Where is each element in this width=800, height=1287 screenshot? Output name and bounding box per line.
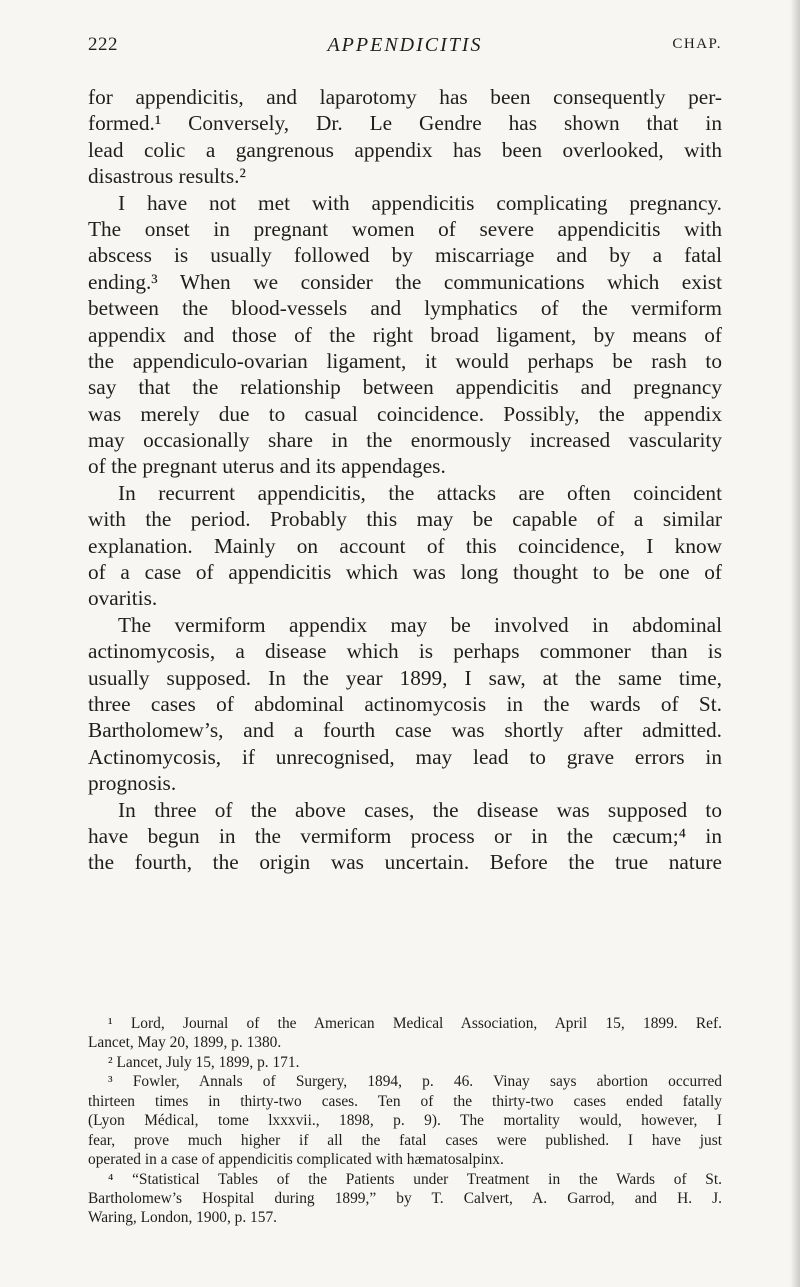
- footnote-line: fear, prove much higher if all the fatal cases were published. I have just: [88, 1131, 722, 1149]
- footnote-line: operated in a case of appendicitis complicated with hæmatosalpinx.: [88, 1151, 504, 1169]
- body-text: [88, 84, 722, 876]
- body-line: the fourth, the origin was uncertain. Before the true nature: [88, 850, 722, 875]
- body-line: abscess is usually followed by miscarriage and by a fatal: [88, 243, 722, 268]
- body-line: actinomycosis, a disease which is perhaps commoner than is: [88, 639, 722, 664]
- running-header: [88, 34, 722, 58]
- footnotes: [88, 1014, 722, 1228]
- footnote-line: ⁴ “Statistical Tables of the Patients under Treatment in the Wards of St.: [108, 1170, 722, 1188]
- body-line: say that the relationship between appendicitis and pregnancy: [88, 375, 722, 400]
- body-line: formed.¹ Conversely, Dr. Le Gendre has shown that in: [88, 111, 722, 136]
- footnote-line: thirteen times in thirty-two cases. Ten of the thirty-two cases ended fatally: [88, 1092, 722, 1110]
- footnote-line: Waring, London, 1900, p. 157.: [88, 1209, 277, 1227]
- body-line: three cases of abdominal actinomycosis in the wards of St.: [88, 691, 722, 716]
- body-line: of a case of appendicitis which was long thought to be one of: [88, 560, 722, 585]
- body-line: the appendiculo-ovarian ligament, it would perhaps be rash to: [88, 348, 722, 373]
- body-line: The onset in pregnant women of severe appendicitis with: [88, 216, 722, 241]
- body-line: may occasionally share in the enormously increased vascularity: [88, 428, 722, 453]
- body-line: prognosis.: [88, 771, 177, 796]
- running-title: APPENDICITIS: [327, 34, 483, 56]
- page-edge-shadow: [790, 0, 800, 1287]
- body-line: of the pregnant uterus and its appendages.: [88, 454, 446, 479]
- body-line: usually supposed. In the year 1899, I saw, at the same time,: [88, 665, 722, 690]
- body-line: Bartholomew’s, and a fourth case was shortly after admitted.: [88, 718, 722, 743]
- chapter-label: CHAP.: [672, 36, 722, 52]
- body-line: with the period. Probably this may be capable of a similar: [88, 507, 722, 532]
- body-line: appendix and those of the right broad ligament, by means of: [88, 322, 722, 347]
- body-line: explanation. Mainly on account of this coincidence, I know: [88, 533, 722, 558]
- body-line: Actinomycosis, if unrecognised, may lead to grave errors in: [88, 744, 722, 769]
- body-line: was merely due to casual coincidence. Possibly, the appendix: [88, 401, 722, 426]
- footnote-line: ² Lancet, July 15, 1899, p. 171.: [108, 1053, 300, 1071]
- footnote-line: Lancet, May 20, 1899, p. 1380.: [88, 1034, 282, 1052]
- body-line: ovaritis.: [88, 586, 158, 611]
- footnote-line: (Lyon Médical, tome lxxxvii., 1898, p. 9). The mortality would, however, I: [88, 1112, 722, 1130]
- body-line: for appendicitis, and laparotomy has been consequently per-: [88, 85, 722, 109]
- body-line: between the blood-vessels and lymphatics of the vermiform: [88, 296, 722, 321]
- body-line: have begun in the vermiform process or in the cæcum;⁴ in: [88, 823, 722, 848]
- body-line: I have not met with appendicitis complicating pregnancy.: [118, 190, 722, 215]
- footnote-line: ¹ Lord, Journal of the American Medical Association, April 15, 1899. Ref.: [108, 1015, 722, 1032]
- body-line: The vermiform appendix may be involved in abdominal: [118, 612, 722, 637]
- page-number: 222: [88, 34, 118, 55]
- body-line: In three of the above cases, the disease was supposed to: [118, 797, 722, 822]
- footnote-line: Bartholomew’s Hospital during 1899,” by T. Calvert, A. Garrod, and H. J.: [88, 1189, 722, 1207]
- body-line: ending.³ When we consider the communications which exist: [88, 269, 722, 294]
- body-line: lead colic a gangrenous appendix has been overlooked, with: [88, 137, 722, 162]
- footnote-line: ³ Fowler, Annals of Surgery, 1894, p. 46. Vinay says abortion occurred: [108, 1073, 722, 1091]
- body-line: disastrous results.²: [88, 164, 246, 189]
- body-line: In recurrent appendicitis, the attacks are often coincident: [118, 480, 722, 505]
